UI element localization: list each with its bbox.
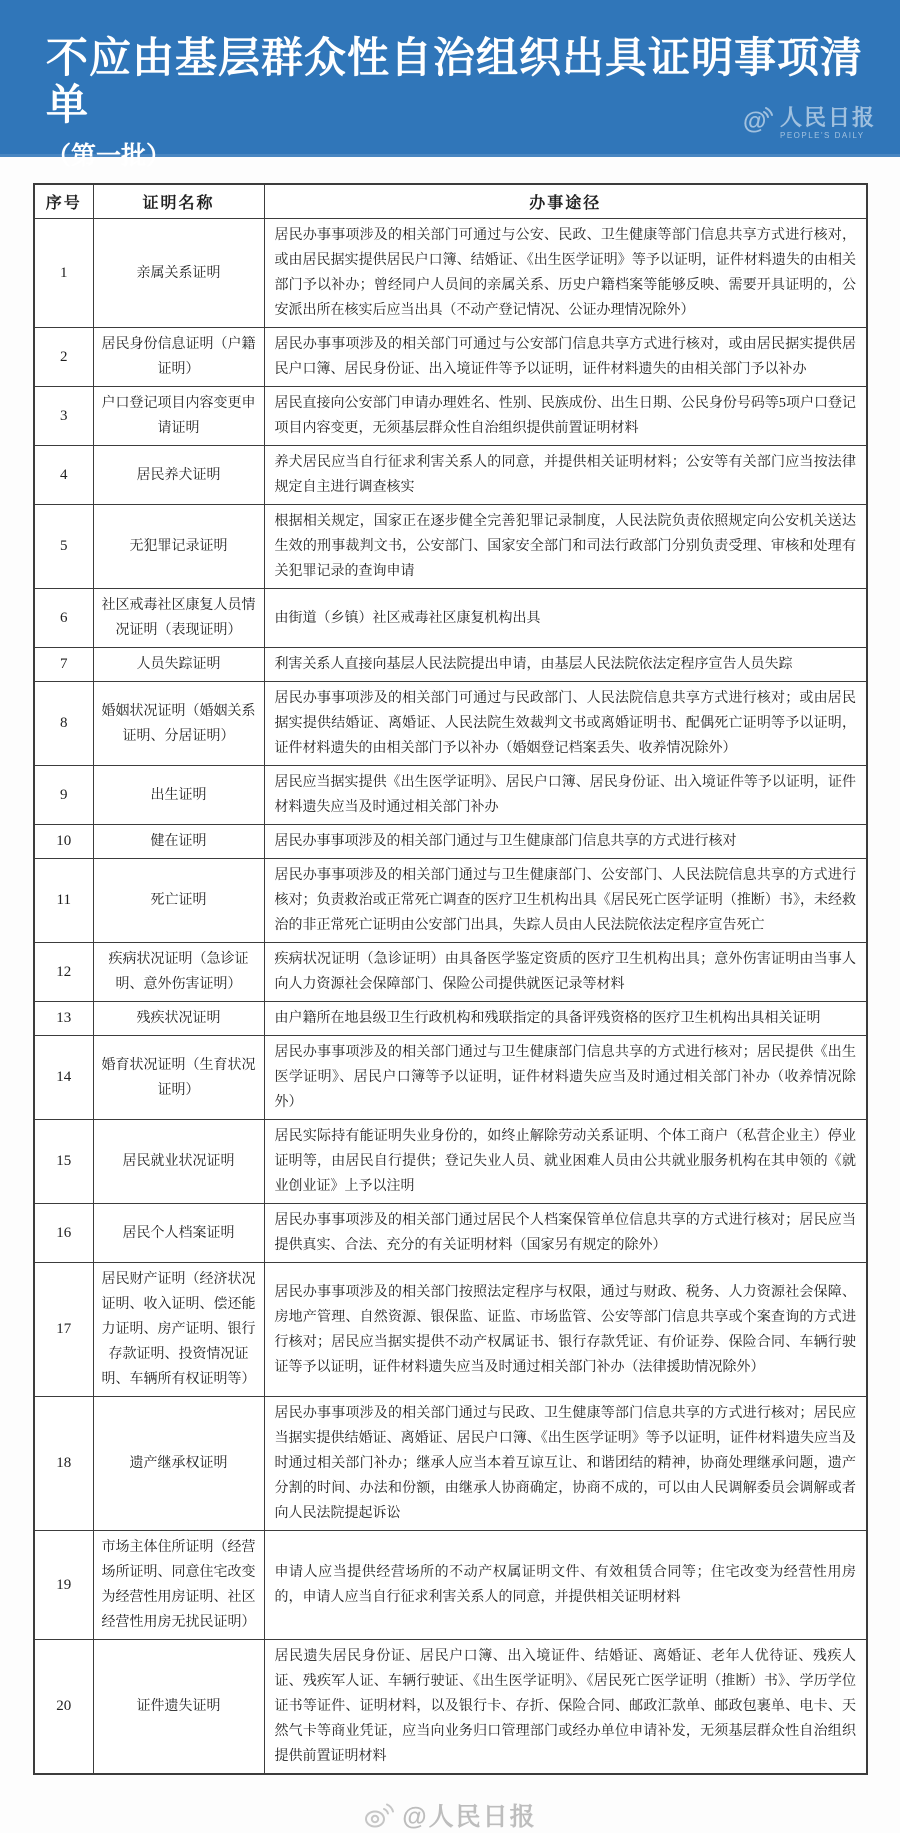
- certificate-name: 人员失踪证明: [93, 648, 264, 682]
- table-row: [34, 682, 867, 766]
- handling-path: 居民办事事项涉及的相关部门通过居民个人档案保管单位信息共享的方式进行核对；居民应当提供真实、合法、充分的有关证明材料（国家另有规定的除外）: [264, 1204, 867, 1263]
- table-row: [34, 1263, 867, 1397]
- row-number: 8: [34, 682, 93, 766]
- at-broadcast-icon: [740, 104, 774, 143]
- certificate-name: 残疾状况证明: [93, 1002, 264, 1036]
- handling-path: 居民直接向公安部门申请办理姓名、性别、民族成份、出生日期、公民身份号码等5项户口登记项目内容变更，无须基层群众性自治组织提供前置证明材料: [264, 387, 867, 446]
- page-title: 不应由基层群众性自治组织出具证明事项清单: [46, 34, 864, 129]
- certificate-name: 居民身份信息证明（户籍证明）: [93, 328, 264, 387]
- handling-path: 居民办事事项涉及的相关部门可通过与公安部门信息共享方式进行核对，或由居民据实提供居民户口簿、居民身份证、出入境证件等予以证明，证件材料遗失的由相关部门予以补办: [264, 328, 867, 387]
- table-body: [34, 219, 867, 1775]
- table-row: [34, 1397, 867, 1531]
- handling-path: 由街道（乡镇）社区戒毒社区康复机构出具: [264, 589, 867, 648]
- table-row: [34, 648, 867, 682]
- footer-credit: @人民日报: [402, 1803, 537, 1831]
- table-row: [34, 328, 867, 387]
- row-number: 10: [34, 825, 93, 859]
- certificate-name: 遗产继承权证明: [93, 1397, 264, 1531]
- certificate-name: 户口登记项目内容变更申请证明: [93, 387, 264, 446]
- handling-path: 养犬居民应当自行征求利害关系人的同意，并提供相关证明材料；公安等有关部门应当按法律规定自主进行调查核实: [264, 446, 867, 505]
- certificate-name: 亲属关系证明: [93, 219, 264, 328]
- table-header-row: [34, 184, 867, 219]
- handling-path: 居民办事事项涉及的相关部门可通过与公安、民政、卫生健康等部门信息共享方式进行核对，或由居民据实提供居民户口簿、结婚证、《出生医学证明》等予以证明，证件材料遗失的由相关部门予以补办；曾经同户人员间的亲属关系、历史户籍档案等能够反映、需要开具证明的，公安派出所在核实后应当出具（不动产登记情况、公证办理情况除外）: [264, 219, 867, 328]
- row-number: 5: [34, 505, 93, 589]
- row-number: 9: [34, 766, 93, 825]
- table-row: [34, 1002, 867, 1036]
- handling-path: 居民办事事项涉及的相关部门通过与卫生健康部门、公安部门、人民法院信息共享的方式进行核对；负责救治或正常死亡调查的医疗卫生机构出具《居民死亡医学证明（推断）书》，未经救治的非正常死亡证明由公安部门出具，失踪人员由人民法院依法定程序宣告死亡: [264, 859, 867, 943]
- handling-path: 根据相关规定，国家正在逐步健全完善犯罪记录制度，人民法院负责依照规定向公安机关送达生效的刑事裁判文书，公安部门、国家安全部门和司法行政部门分别负责受理、审核和处理有关犯罪记录的查询申请: [264, 505, 867, 589]
- row-number: 3: [34, 387, 93, 446]
- row-number: 17: [34, 1263, 93, 1397]
- handling-path: 居民办事事项涉及的相关部门通过与卫生健康部门信息共享的方式进行核对: [264, 825, 867, 859]
- weibo-icon: [363, 1801, 395, 1829]
- row-number: 7: [34, 648, 93, 682]
- certificate-name: 疾病状况证明（急诊证明、意外伤害证明）: [93, 943, 264, 1002]
- row-number: 12: [34, 943, 93, 1002]
- row-number: 6: [34, 589, 93, 648]
- table-area: [0, 183, 900, 1775]
- handling-path: 利害关系人直接向基层人民法院提出申请，由基层人民法院依法定程序宣告人员失踪: [264, 648, 867, 682]
- row-number: 1: [34, 219, 93, 328]
- certificate-name: 无犯罪记录证明: [93, 505, 264, 589]
- certificate-name: 证件遗失证明: [93, 1640, 264, 1775]
- certificate-name: 居民养犬证明: [93, 446, 264, 505]
- row-number: 18: [34, 1397, 93, 1531]
- row-number: 2: [34, 328, 93, 387]
- row-number: 14: [34, 1036, 93, 1120]
- table-row: [34, 943, 867, 1002]
- certificate-name: 居民个人档案证明: [93, 1204, 264, 1263]
- handling-path: 居民办事事项涉及的相关部门可通过与民政部门、人民法院信息共享方式进行核对；或由居民据实提供结婚证、离婚证、人民法院生效裁判文书或离婚证明书、配偶死亡证明等予以证明，证件材料遗失的由相关部门予以补办（婚姻登记档案丢失、收养情况除外）: [264, 682, 867, 766]
- handling-path: 申请人应当提供经营场所的不动产权属证明文件、有效租赁合同等；住宅改变为经营性用房的，申请人应当自行征求利害关系人的同意，并提供相关证明材料: [264, 1531, 867, 1640]
- page-subtitle: （第一批）: [46, 142, 172, 171]
- col-header-path: 办事途径: [264, 184, 867, 219]
- row-number: 13: [34, 1002, 93, 1036]
- handling-path: 居民遗失居民身份证、居民户口簿、出入境证件、结婚证、离婚证、老年人优待证、残疾人证、残疾军人证、车辆行驶证、《出生医学证明》、《居民死亡医学证明（推断）书》、学历学位证书等证件、证明材料，以及银行卡、存折、保险合同、邮政汇款单、邮政包裹单、电卡、天然气卡等商业凭证，应当向业务归口管理部门或经办单位申请补发，无须基层群众性自治组织提供前置证明材料: [264, 1640, 867, 1775]
- table-row: [34, 1531, 867, 1640]
- table-row: [34, 387, 867, 446]
- table-row: [34, 589, 867, 648]
- row-number: 15: [34, 1120, 93, 1204]
- certificate-name: 死亡证明: [93, 859, 264, 943]
- table-row: [34, 1640, 867, 1775]
- handling-path: 居民办事事项涉及的相关部门按照法定程序与权限，通过与财政、税务、人力资源社会保障、房地产管理、自然资源、银保监、证监、市场监管、公安等部门信息共享或个案查询的方式进行核对；居民应当据实提供不动产权属证书、银行存款凭证、有价证券、保险合同、车辆行驶证等予以证明，证件材料遗失应当及时通过相关部门补办（法律援助情况除外）: [264, 1263, 867, 1397]
- table-row: [34, 505, 867, 589]
- certificate-name: 出生证明: [93, 766, 264, 825]
- certificate-name: 健在证明: [93, 825, 264, 859]
- table-row: [34, 1120, 867, 1204]
- row-number: 19: [34, 1531, 93, 1640]
- row-number: 16: [34, 1204, 93, 1263]
- handling-path: 居民办事事项涉及的相关部门通过与民政、卫生健康等部门信息共享的方式进行核对；居民应当据实提供结婚证、离婚证、居民户口簿、《出生医学证明》等予以证明，证件材料遗失应当及时通过相关部门补办；继承人应当本着互谅互让、和谐团结的精神，协商处理继承问题，遗产分割的时间、办法和份额，由继承人协商确定，协商不成的，可以由人民调解委员会调解或者向人民法院提起诉讼: [264, 1397, 867, 1531]
- row-number: 4: [34, 446, 93, 505]
- logo-subtext: PEOPLE'S DAILY: [779, 131, 865, 140]
- table-row: [34, 825, 867, 859]
- certificate-name: 居民就业状况证明: [93, 1120, 264, 1204]
- peoples-daily-logo: [740, 104, 876, 143]
- row-number: 20: [34, 1640, 93, 1775]
- table-row: [34, 446, 867, 505]
- table-row: [34, 219, 867, 328]
- certificate-name: 婚育状况证明（生育状况证明）: [93, 1036, 264, 1120]
- certificate-name: 居民财产证明（经济状况证明、收入证明、偿还能力证明、房产证明、银行存款证明、投资情况证明、车辆所有权证明等）: [93, 1263, 264, 1397]
- col-header-no: 序号: [34, 184, 93, 219]
- handling-path: 居民办事事项涉及的相关部门通过与卫生健康部门信息共享的方式进行核对；居民提供《出生医学证明》、居民户口簿等予以证明，证件材料遗失应当及时通过相关部门补办（收养情况除外）: [264, 1036, 867, 1120]
- footer: [0, 1797, 900, 1833]
- handling-path: 居民实际持有能证明失业身份的，如终止解除劳动关系证明、个体工商户（私营企业主）停业证明等，由居民自行提供；登记失业人员、就业困难人员由公共就业服务机构在其申领的《就业创业证》上予以注明: [264, 1120, 867, 1204]
- table-row: [34, 1204, 867, 1263]
- table-row: [34, 859, 867, 943]
- table-row: [34, 766, 867, 825]
- logo-name: 人民日报: [779, 105, 876, 130]
- col-header-name: 证明名称: [93, 184, 264, 219]
- handling-path: 居民应当据实提供《出生医学证明》、居民户口簿、居民身份证、出入境证件等予以证明，证件材料遗失应当及时通过相关部门补办: [264, 766, 867, 825]
- certificate-name: 婚姻状况证明（婚姻关系证明、分居证明）: [93, 682, 264, 766]
- handling-path: 疾病状况证明（急诊证明）由具备医学鉴定资质的医疗卫生机构出具；意外伤害证明由当事人向人力资源社会保障部门、保险公司提供就医记录等材料: [264, 943, 867, 1002]
- svg-text:@: @: [742, 108, 767, 135]
- certificate-name: 市场主体住所证明（经营场所证明、同意住宅改变为经营性用房证明、社区经营性用房无扰民证明）: [93, 1531, 264, 1640]
- header-banner: [0, 0, 900, 171]
- certificate-name: 社区戒毒社区康复人员情况证明（表现证明）: [93, 589, 264, 648]
- certificates-table: [33, 183, 868, 1775]
- table-row: [34, 1036, 867, 1120]
- handling-path: 由户籍所在地县级卫生行政机构和残联指定的具备评残资格的医疗卫生机构出具相关证明: [264, 1002, 867, 1036]
- row-number: 11: [34, 859, 93, 943]
